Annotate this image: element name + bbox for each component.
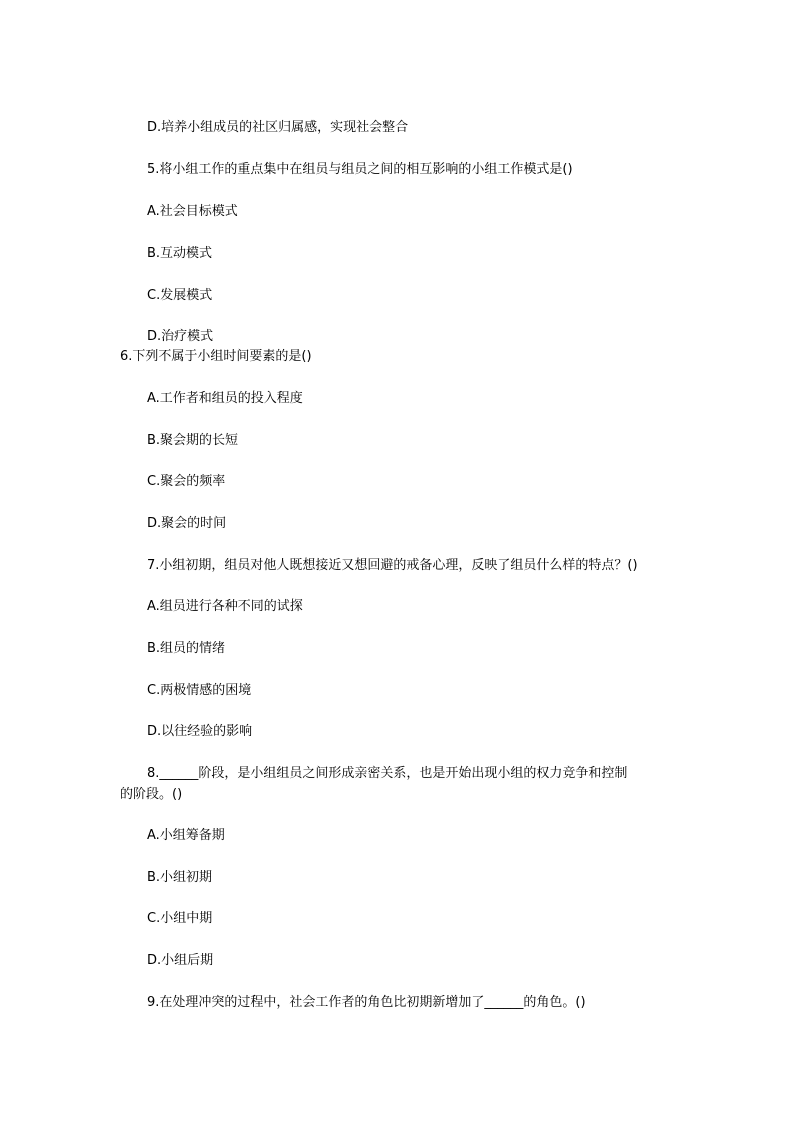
q6-option-b: B.聚会期的长短	[147, 433, 239, 448]
q7-option-b: B.组员的情绪	[147, 641, 226, 656]
q6-option-d: D.聚会的时间	[147, 516, 227, 531]
question-6: 6.下列不属于小组时间要素的是()	[120, 349, 312, 364]
q8-option-d: D.小组后期	[147, 953, 214, 968]
q7-option-d: D.以往经验的影响	[147, 724, 253, 739]
q5-option-b: B.互动模式	[147, 246, 213, 261]
q8-option-a: A.小组筹备期	[147, 828, 225, 843]
q8-option-c: C.小组中期	[147, 911, 213, 926]
question-7: 7.小组初期，组员对他人既想接近又想回避的戒备心理，反映了组员什么样的特点？()	[147, 558, 638, 573]
q5-option-a: A.社会目标模式	[147, 204, 238, 219]
q7-option-a: A.组员进行各种不同的试探	[147, 599, 303, 614]
q6-option-a: A.工作者和组员的投入程度	[147, 391, 303, 406]
q5-option-c: C.发展模式	[147, 288, 213, 303]
question-5: 5.将小组工作的重点集中在组员与组员之间的相互影响的小组工作模式是()	[147, 162, 573, 177]
question-8-line-2: 的阶段。()	[120, 787, 183, 802]
q4-option-d: D.培养小组成员的社区归属感，实现社会整合	[147, 120, 409, 135]
q8-option-b: B.小组初期	[147, 870, 213, 885]
q7-option-c: C.两极情感的困境	[147, 683, 252, 698]
question-8-line-1: 8.______阶段，是小组组员之间形成亲密关系，也是开始出现小组的权力竞争和控制	[147, 766, 628, 781]
q5-option-d: D.治疗模式	[147, 329, 214, 344]
question-9: 9.在处理冲突的过程中，社会工作者的角色比初期新增加了______的角色。()	[147, 995, 586, 1010]
q6-option-c: C.聚会的频率	[147, 474, 226, 489]
